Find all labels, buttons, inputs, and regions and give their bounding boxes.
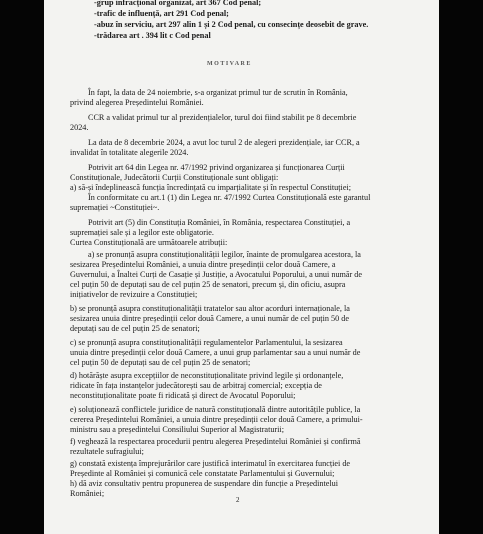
left-border: [0, 0, 44, 534]
paragraph-line: supremației sale și a legilor este obligatorie.: [70, 228, 214, 237]
paragraph-line: La data de 8 decembrie 2024, a avut loc turul 2 de alegeri prezidențiale, iar CCR, a: [88, 138, 360, 147]
list-item-1: -grup infracțional organizat, art 367 Cod penal;: [94, 0, 262, 7]
paragraph-line: sesizarea unuia dintre președinții celor două Camere, a unui număr de cel puțin 50 de: [70, 314, 349, 323]
paragraph-line: unuia dintre președinții celor două Camere, a unui grup parlamentar sau a unui număr de: [70, 348, 361, 357]
page-number: 2: [236, 496, 240, 504]
paragraph-line: cel puțin 50 de deputați sau de cel puțin 25 de senatori, precum și, din oficiu, asupra: [70, 280, 346, 289]
paragraph-line: Potrivit art 64 din Legea nr. 47/1992 privind organizarea și funcționarea Curții: [88, 163, 345, 172]
list-item-4: -trădarea art . 394 lit c Cod penal: [94, 31, 211, 40]
paragraph-line: deputați sau de cel puțin 25 de senatori;: [70, 324, 200, 333]
paragraph-line: a) să-și îndeplinească funcția încredințată cu imparțialitate și în respectul Constituției;: [70, 183, 352, 192]
paragraph-line: Potrivit art (5) din Constituția României, în România, respectarea Constituției, a: [88, 218, 351, 227]
paragraph-line: f) veghează la respectarea procedurii pentru alegerea Președintelui României și confirmă: [70, 437, 361, 446]
right-border: [439, 0, 483, 534]
paragraph-line: Guvernului, a Înaltei Curți de Casație și Justiție, a Avocatului Poporului, a unui număr de: [70, 270, 363, 279]
paragraph-line: d) hotărăște asupra excepțiilor de neconstituționalitate privind legile și ordonanțele,: [70, 371, 344, 380]
paragraph-line: ministru sau a președintelui Consiliului Superior al Magistraturii;: [70, 425, 284, 434]
paragraph-line: invalidat în totalitate alegerile 2024.: [70, 148, 189, 157]
paragraph-line: privind alegerea Președintelui României.: [70, 98, 204, 107]
paragraph-line: h) dă aviz consultativ pentru propunerea de suspendare din funcție a Președintelui: [70, 479, 339, 488]
paragraph-line: supremației ~Constituției~.: [70, 203, 160, 212]
list-item-3: -abuz în serviciu, art 297 alin 1 și 2 Cod penal, cu consecințe deosebit de grave.: [94, 20, 369, 29]
paragraph-line: În conformitate cu art.1 (1) din Legea nr. 47/1992 Curtea Constituțională este garantul: [88, 193, 371, 202]
paragraph-line: a) se pronunță asupra constituționalității legilor, înainte de promulgarea acestora, la: [88, 250, 361, 259]
paragraph-line: cel puțin 50 de deputați sau de cel puțin 25 de senatori;: [70, 358, 251, 367]
paragraph-line: b) se pronunță asupra constituționalității tratatelor sau altor acorduri internaționale, la: [70, 304, 350, 313]
paragraph-line: g) constată existența împrejurărilor care justifică interimatul în exercitarea funcției de: [70, 459, 351, 468]
paragraph-line: c) se pronunță asupra constituționalității regulamentelor Parlamentului, la sesizarea: [70, 338, 343, 347]
paragraph-line: 2024.: [70, 123, 89, 132]
paragraph-line: inițiativelor de revizuire a Constituției;: [70, 290, 198, 299]
paragraph-line: neconstituționalitate poate fi ridicată și direct de Avocatul Poporului;: [70, 391, 296, 400]
paragraph-line: sesizarea Președintelui României, a unuia dintre președinții celor două Camere, a: [70, 260, 336, 269]
paragraph-line: rezultatele sufragiului;: [70, 447, 144, 456]
paragraph-line: ridicate în fața instanțelor judecătorești sau de arbitraj comercial; excepția de: [70, 381, 322, 390]
paragraph-line: Constituționale, Judecătorii Curții Constituționale sunt obligați:: [70, 173, 279, 182]
paragraph-line: În fapt, la data de 24 noiembrie, s-a organizat primul tur de scrutin în România,: [88, 88, 348, 97]
paragraph-line: CCR a validat primul tur al prezidențialelor, turul doi fiind stabilit pe 8 decembrie: [88, 113, 357, 122]
paragraph-line: e) soluționează conflictele juridice de natură constituțională dintre autoritățile publice, la: [70, 405, 361, 414]
list-item-2: -trafic de influență, art 291 Cod penal;: [94, 9, 229, 18]
paragraph-line: României;: [70, 489, 105, 498]
section-heading: MOTIVARE: [207, 61, 252, 67]
paragraph-line: Președinte al României și comunică cele constatate Parlamentului și Guvernului;: [70, 469, 335, 478]
paragraph-line: Curtea Constituțională are următoarele atribuții:: [70, 238, 228, 247]
document-page: [44, 0, 439, 534]
paragraph-line: cererea Președintelui României, a unuia dintre președinții celor două Camere, a primului-: [70, 415, 363, 424]
